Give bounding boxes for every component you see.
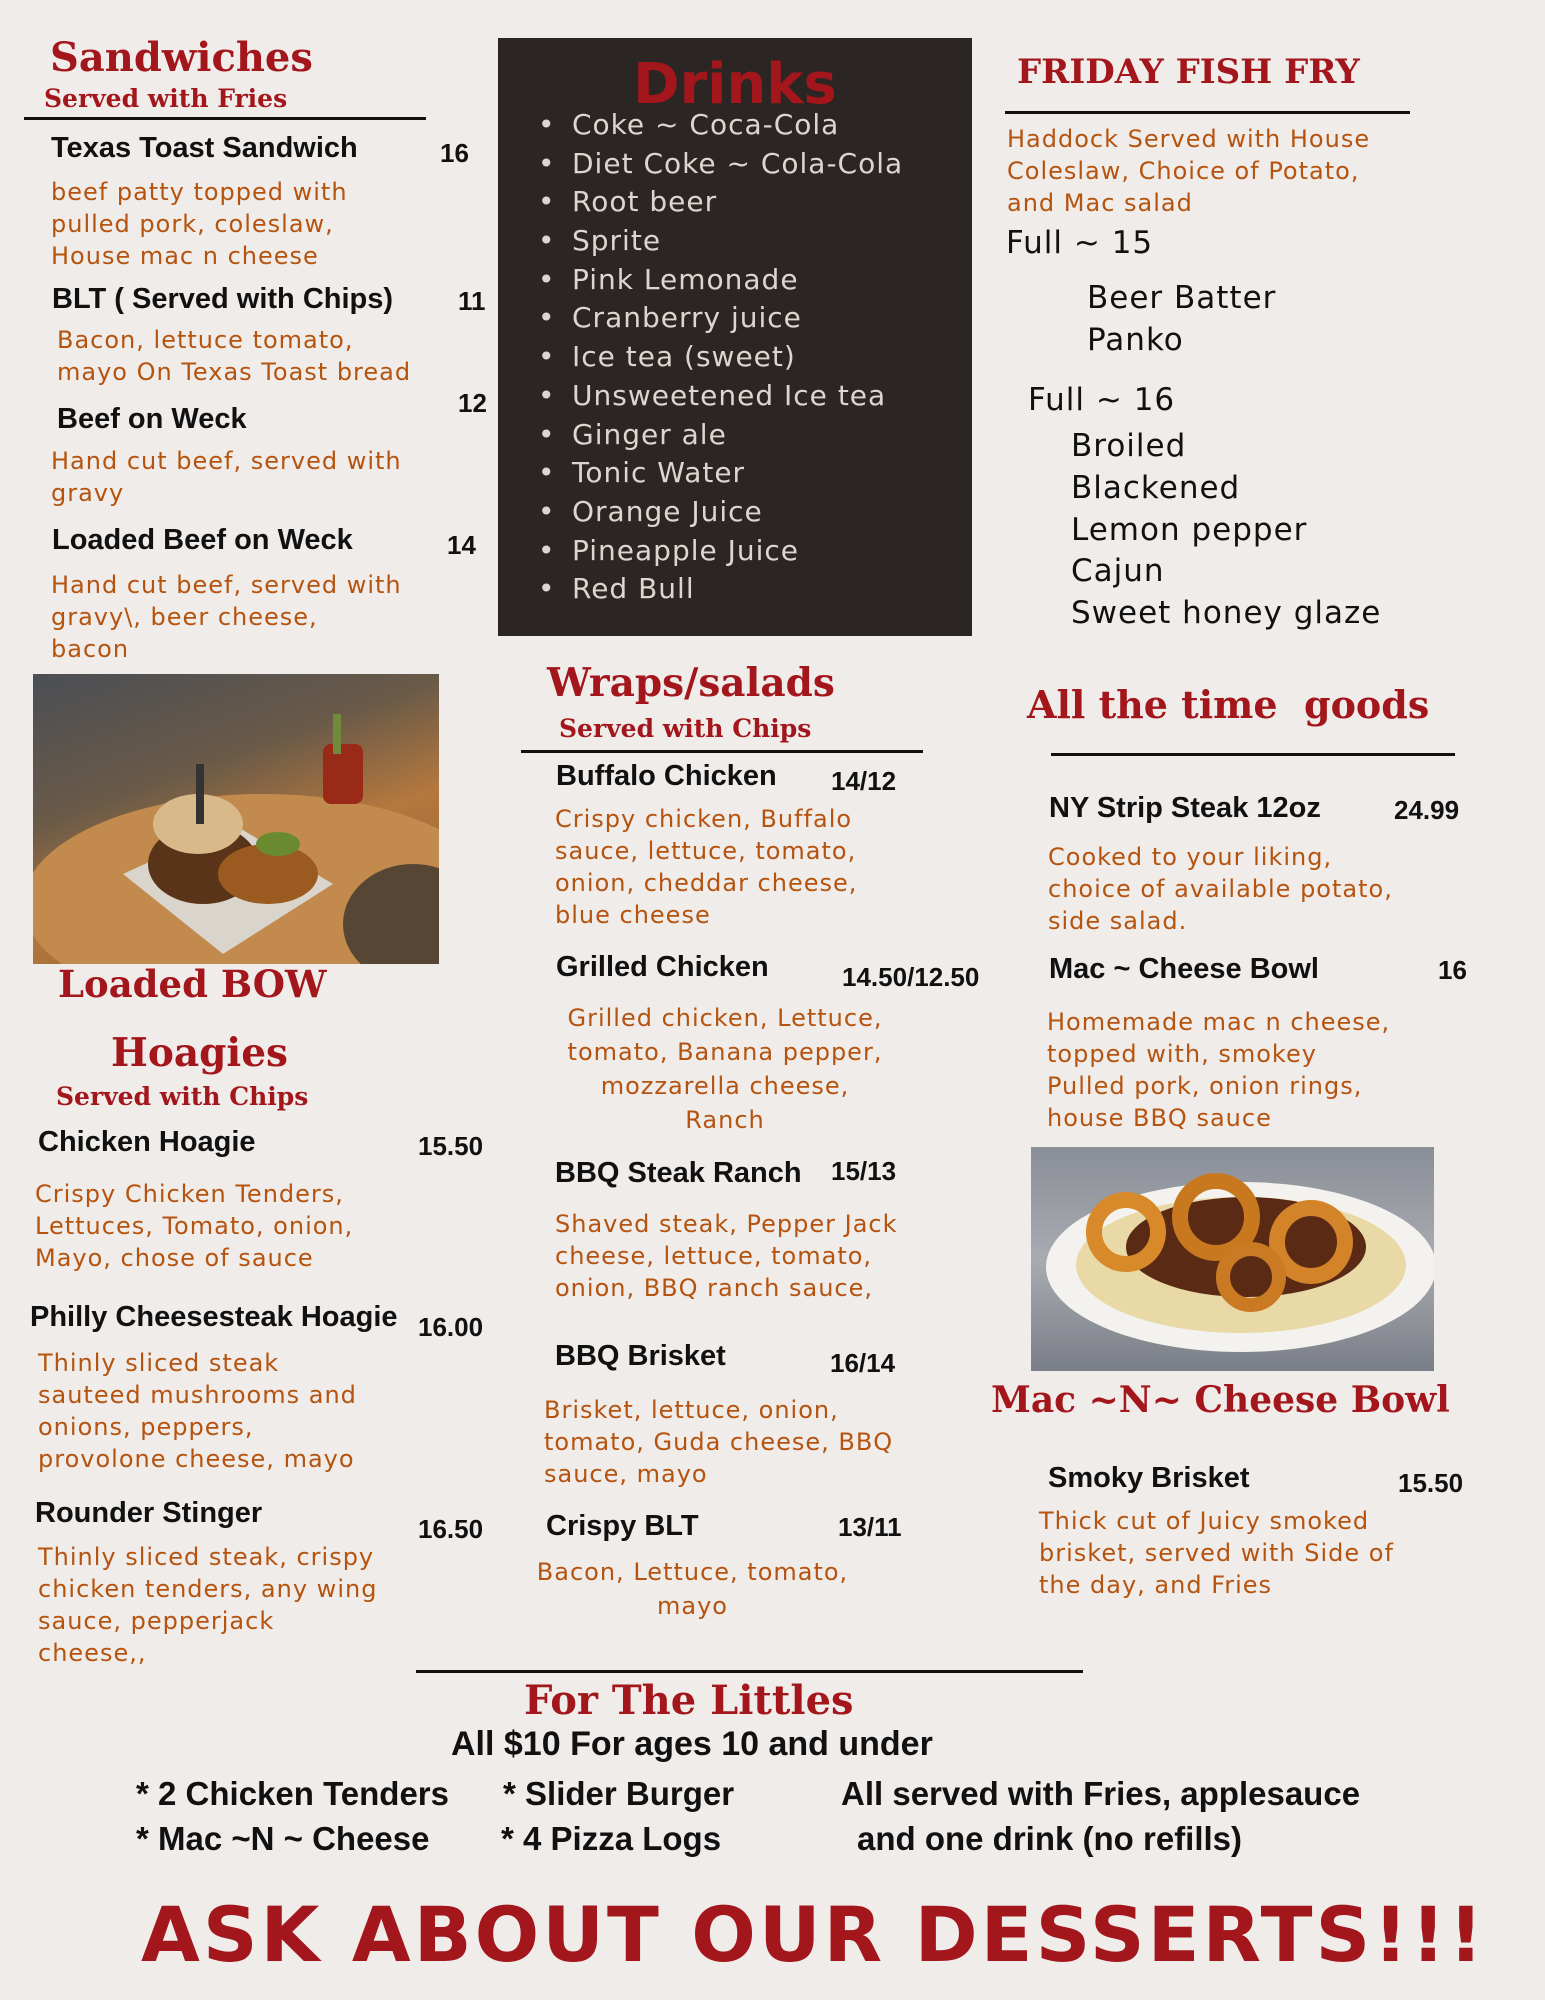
wraps-rule — [521, 750, 923, 753]
loaded-bow-photo — [33, 674, 439, 964]
menu-item-desc: Bacon, Lettuce, tomato, mayo — [536, 1558, 849, 1620]
menu-item-name: Smoky Brisket — [1048, 1462, 1250, 1494]
fish-fry-option: Panko — [1087, 322, 1184, 358]
wraps-title: Wraps/salads — [547, 660, 835, 706]
drink-item: • Ginger ale — [538, 416, 903, 455]
mac-bowl-photo — [1031, 1147, 1434, 1371]
fish-fry-option: Lemon pepper — [1071, 512, 1308, 548]
drink-item: • Pineapple Juice — [538, 532, 903, 571]
drink-item: • Cranberry juice — [538, 299, 903, 338]
menu-item-price: 15/13 — [831, 1156, 897, 1186]
menu-item-price: 13/11 — [838, 1512, 902, 1542]
menu-item-desc: Crispy Chicken Tenders, Lettuces, Tomato, onion, Mayo, chose of sauce — [35, 1180, 354, 1272]
fish-fry-option: Beer Batter — [1087, 280, 1277, 316]
menu-item-desc: Shaved steak, Pepper Jack cheese, lettuce, tomato, onion, BBQ ranch sauce, — [555, 1210, 898, 1302]
menu-item-desc: Homemade mac n cheese, topped with, smokey Pulled pork, onion rings, house BBQ sauce — [1047, 1008, 1391, 1132]
menu-item-name: Philly Cheesesteak Hoagie — [30, 1301, 398, 1333]
fish-fry-desc: Haddock Served with House Coleslaw, Choice of Potato, and Mac salad — [1007, 125, 1371, 217]
littles-rule — [416, 1670, 1083, 1673]
menu-item-price: 12 — [458, 388, 487, 418]
menu-item-name: NY Strip Steak 12oz — [1049, 792, 1321, 824]
menu-item-desc: Hand cut beef, served with gravy\, beer cheese, bacon — [51, 571, 402, 663]
littles-item: * Slider Burger — [503, 1775, 735, 1812]
menu-item-desc: Thick cut of Juicy smoked brisket, served with Side of the day, and Fries — [1039, 1507, 1394, 1599]
wraps-subtitle: Served with Chips — [559, 714, 812, 743]
drink-item: • Coke ~ Coca-Cola — [538, 106, 903, 145]
menu-item-desc: beef patty topped with pulled pork, coleslaw, House mac n cheese — [51, 178, 348, 270]
menu-item-price: 15.50 — [418, 1131, 484, 1161]
drink-item: • Red Bull — [538, 570, 903, 609]
drink-item: • Ice tea (sweet) — [538, 338, 903, 377]
menu-item-price: 16/14 — [830, 1348, 896, 1378]
menu-item-name: BBQ Brisket — [555, 1340, 726, 1372]
menu-item-price: 14 — [447, 530, 476, 560]
menu-item-price: 11 — [458, 286, 486, 316]
fish-fry-full-15: Full ~ 15 — [1006, 225, 1154, 261]
littles-subtitle: All $10 For ages 10 and under — [451, 1725, 933, 1763]
menu-item-name: BBQ Steak Ranch — [555, 1157, 802, 1189]
menu-item-desc: Hand cut beef, served with gravy — [51, 447, 402, 507]
menu-item-desc: Crispy chicken, Buffalo sauce, lettuce, tomato, onion, cheddar cheese, blue cheese — [555, 805, 858, 929]
menu-item-desc: Brisket, lettuce, onion, tomato, Guda cheese, BBQ sauce, mayo — [544, 1396, 894, 1488]
littles-item: * 4 Pizza Logs — [501, 1820, 722, 1857]
all-time-title: All the time goods — [1027, 682, 1430, 727]
menu-item-name: Beef on Weck — [57, 403, 247, 435]
littles-note: and one drink (no refills) — [857, 1820, 1243, 1857]
menu-item-price: 14.50/12.50 — [842, 962, 980, 992]
menu-item-name: Loaded Beef on Weck — [52, 524, 353, 556]
drink-item: • Sprite — [538, 222, 903, 261]
menu-item-name: Texas Toast Sandwich — [51, 132, 358, 164]
littles-item: * Mac ~N ~ Cheese — [136, 1820, 430, 1857]
menu-item-name: Grilled Chicken — [556, 951, 769, 983]
menu-item-desc: Bacon, lettuce tomato, mayo On Texas Toast bread — [57, 326, 412, 386]
littles-note: All served with Fries, applesauce — [841, 1775, 1361, 1812]
menu-item-price: 16.00 — [418, 1312, 484, 1342]
fish-fry-option: Cajun — [1071, 553, 1165, 589]
menu-item-name: Chicken Hoagie — [38, 1126, 256, 1158]
fish-fry-rule — [1005, 111, 1410, 114]
menu-item-desc: Cooked to your liking, choice of available potato, side salad. — [1048, 843, 1393, 935]
drinks-panel — [498, 38, 972, 636]
drink-item: • Pink Lemonade — [538, 261, 903, 300]
fish-fry-full-16: Full ~ 16 — [1028, 382, 1176, 418]
drink-item: • Orange Juice — [538, 493, 903, 532]
menu-item-price: 14/12 — [831, 766, 897, 796]
menu-item-name: Crispy BLT — [546, 1510, 699, 1542]
fish-fry-title: FRIDAY FISH FRY — [1017, 52, 1360, 92]
sandwiches-title: Sandwiches — [50, 34, 313, 81]
hoagies-title: Hoagies — [111, 1030, 288, 1076]
drinks-title: Drinks — [633, 52, 837, 117]
menu-item-price: 16 — [1438, 955, 1467, 985]
sandwiches-rule — [24, 117, 426, 120]
littles-item: * 2 Chicken Tenders — [136, 1775, 450, 1812]
menu-item-price: 16 — [440, 138, 469, 168]
hoagies-subtitle: Served with Chips — [56, 1082, 309, 1111]
desserts-banner: ASK ABOUT OUR DESSERTS!!! — [141, 1890, 1487, 1979]
menu-item-desc: Thinly sliced steak sauteed mushrooms and onions, peppers, provolone cheese, mayo — [38, 1349, 357, 1473]
menu-item-desc: Thinly sliced steak, crispy chicken tenders, any wing sauce, pepperjack cheese,, — [38, 1543, 378, 1667]
sandwiches-subtitle: Served with Fries — [44, 84, 288, 113]
drink-item: • Root beer — [538, 183, 903, 222]
menu-item-price: 24.99 — [1394, 795, 1460, 825]
all-time-rule — [1051, 753, 1455, 756]
photo-caption: Loaded BOW — [58, 962, 327, 1006]
menu-item-name: Buffalo Chicken — [556, 760, 777, 792]
drink-item: • Tonic Water — [538, 454, 903, 493]
littles-title: For The Littles — [524, 1677, 854, 1724]
drinks-list — [538, 106, 903, 609]
drink-item: • Diet Coke ~ Cola-Cola — [538, 145, 903, 184]
menu-item-price: 16.50 — [418, 1514, 484, 1544]
menu-item-name: Rounder Stinger — [35, 1497, 263, 1529]
menu-item-name: BLT ( Served with Chips) — [52, 283, 394, 315]
menu-item-desc: Grilled chicken, Lettuce, tomato, Banana pepper, mozzarella cheese, Ranch — [567, 1004, 883, 1134]
fish-fry-option: Broiled — [1071, 428, 1187, 464]
mac-bowl-title: Mac ~N~ Cheese Bowl — [991, 1379, 1450, 1421]
fish-fry-option: Sweet honey glaze — [1071, 595, 1382, 631]
menu-item-name: Mac ~ Cheese Bowl — [1049, 953, 1319, 985]
menu-item-price: 15.50 — [1398, 1468, 1464, 1498]
drink-item: • Unsweetened Ice tea — [538, 377, 903, 416]
fish-fry-option: Blackened — [1071, 470, 1241, 506]
